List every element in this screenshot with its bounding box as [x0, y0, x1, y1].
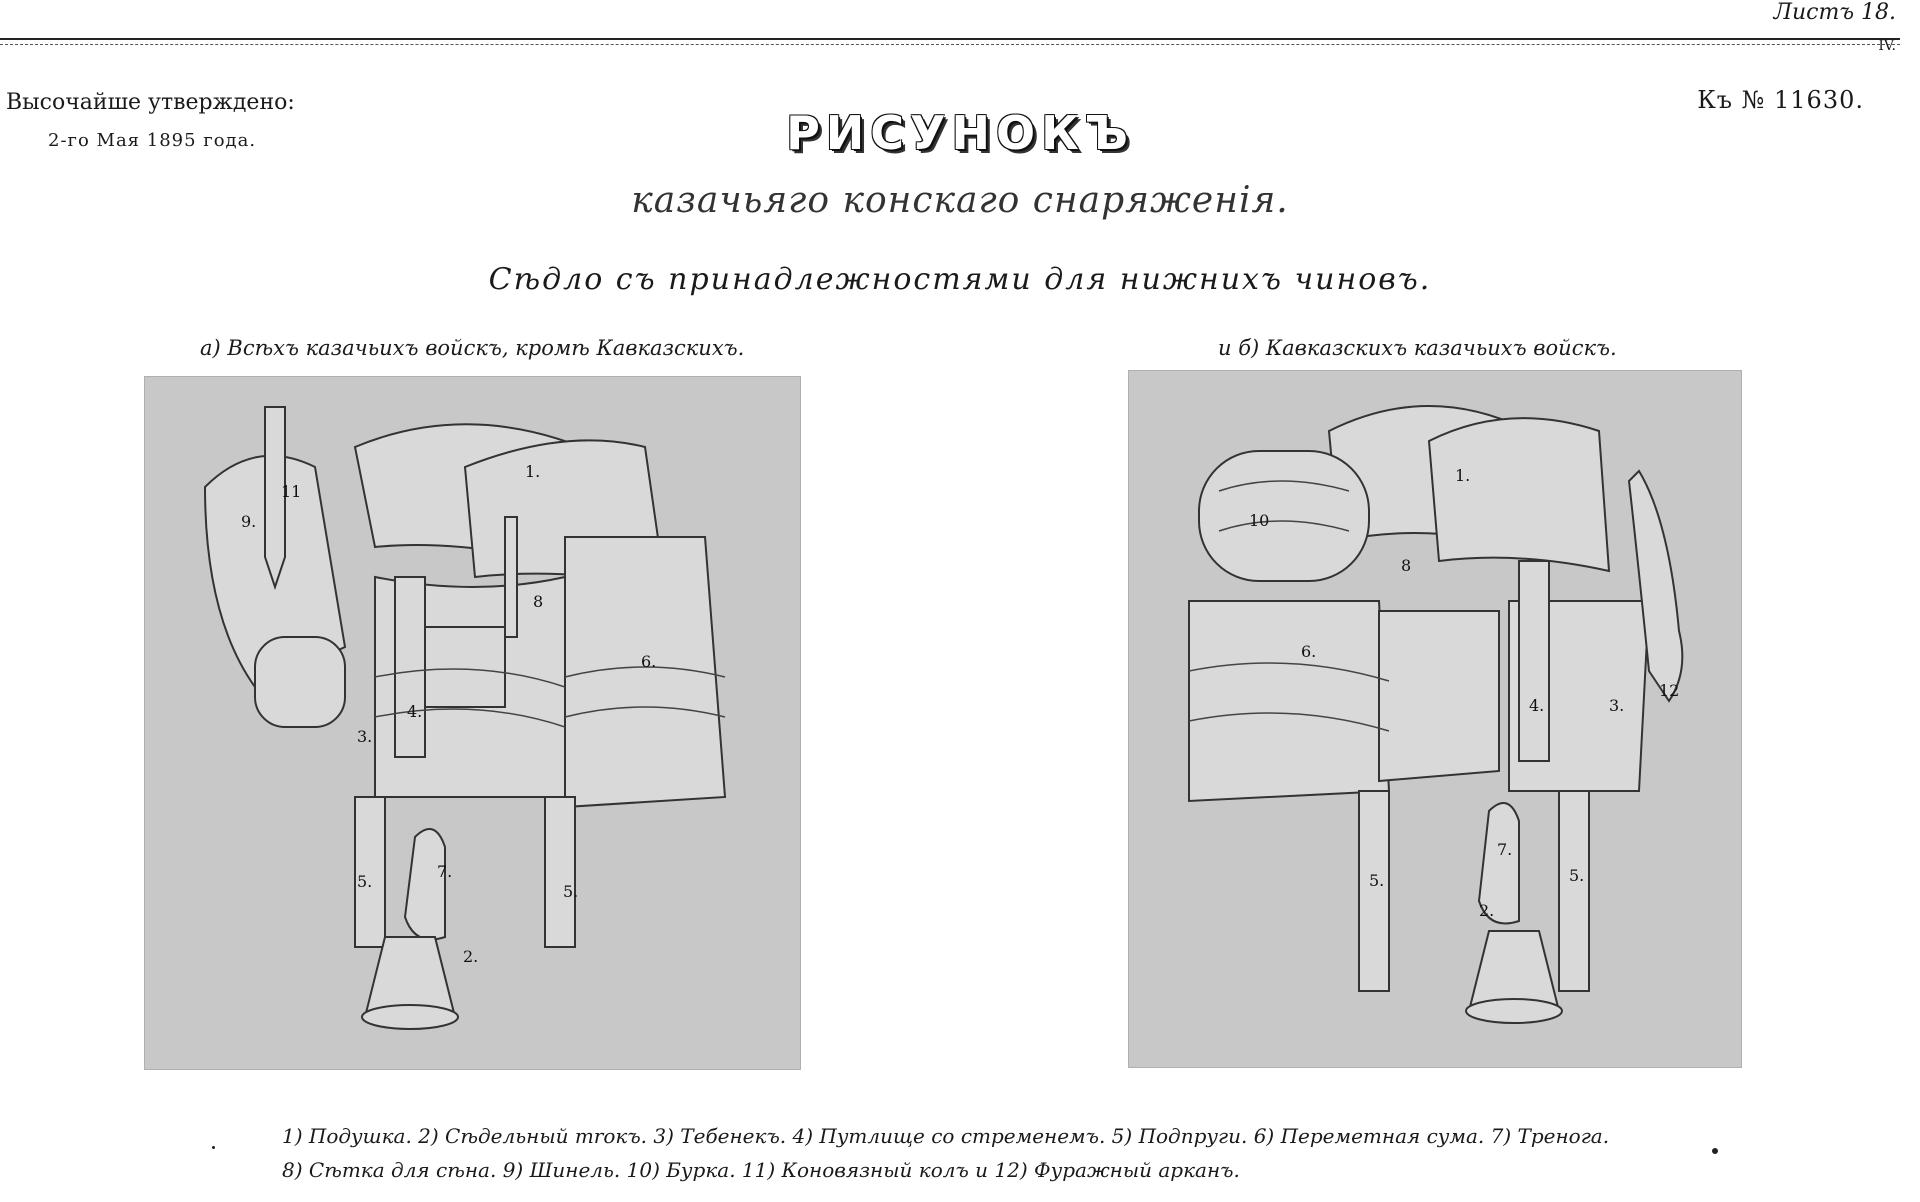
- top-rule: [0, 38, 1900, 40]
- plate-b-label-6: 6.: [1301, 642, 1317, 661]
- section-title: Сѣдло съ принадлежностями для нижнихъ чиновъ.: [488, 262, 1432, 297]
- plate-b-label-5a: 5.: [1369, 871, 1385, 890]
- plate-a-label-9: 9.: [241, 512, 257, 531]
- plate-a-label-4: 4.: [407, 702, 423, 721]
- subtitle: казачьяго конскаго снаряженія.: [631, 180, 1289, 221]
- plate-a-label-11: 11: [281, 482, 302, 501]
- ink-dot: [1712, 1148, 1718, 1154]
- plate-b-label-2: 2.: [1479, 901, 1495, 920]
- legend-line-1: 1) Подушка. 2) Сѣдельный тrокъ. 3) Тебенекъ. 4) Путлище со стременемъ. 5) Подпруги. 6) Переметная сума. 7) Тренога.: [282, 1124, 1610, 1148]
- plate-b-label-5b: 5.: [1569, 866, 1585, 885]
- plate-b-label-1: 1.: [1455, 466, 1471, 485]
- plate-a-label-1: 1.: [525, 462, 541, 481]
- main-title: РИСУНОКЪ: [786, 106, 1134, 160]
- plate-a-label-7: 7.: [437, 862, 453, 881]
- plate-b-caption: и б) Кавказскихъ казачьихъ войскъ.: [1218, 336, 1617, 360]
- plate-b-illustration: [1128, 370, 1742, 1068]
- plate-a-illustration: [144, 376, 801, 1070]
- plate-b-label-3: 3.: [1609, 696, 1625, 715]
- plate-b-label-10: 10: [1249, 511, 1270, 530]
- document-number: Къ № 11630.: [1697, 86, 1864, 114]
- plate-a-caption: а) Всѣхъ казачьихъ войскъ, кромѣ Кавказскихъ.: [200, 336, 745, 360]
- plate-b-label-4: 4.: [1529, 696, 1545, 715]
- plate-a-label-5b: 5.: [563, 882, 579, 901]
- plate-a-label-8: 8: [533, 592, 544, 611]
- plate-a-label-5a: 5.: [357, 872, 373, 891]
- top-rule-thin: [0, 44, 1900, 45]
- approval-date: 2-го Мая 1895 года.: [48, 130, 257, 151]
- sheet-roman-numeral: IV.: [1878, 38, 1896, 54]
- sheet-label: Листъ 18.: [1773, 0, 1896, 25]
- plate-a-label-3: 3.: [357, 727, 373, 746]
- plate-a-label-2: 2.: [463, 947, 479, 966]
- plate-b-label-7: 7.: [1497, 840, 1513, 859]
- plate-b-label-12: 12: [1659, 681, 1680, 700]
- legend-line-2: 8) Сѣтка для сѣна. 9) Шинель. 10) Бурка. 11) Коновязный колъ и 12) Фуражный арканъ.: [282, 1158, 1240, 1182]
- ink-dot-small: [212, 1146, 215, 1149]
- plate-a-label-6: 6.: [641, 652, 657, 671]
- plate-b-label-8: 8: [1401, 556, 1412, 575]
- saddle-a-drawing: [145, 377, 800, 1069]
- approval-note: Высочайше утверждено:: [6, 90, 295, 115]
- saddle-b-drawing: [1129, 371, 1741, 1067]
